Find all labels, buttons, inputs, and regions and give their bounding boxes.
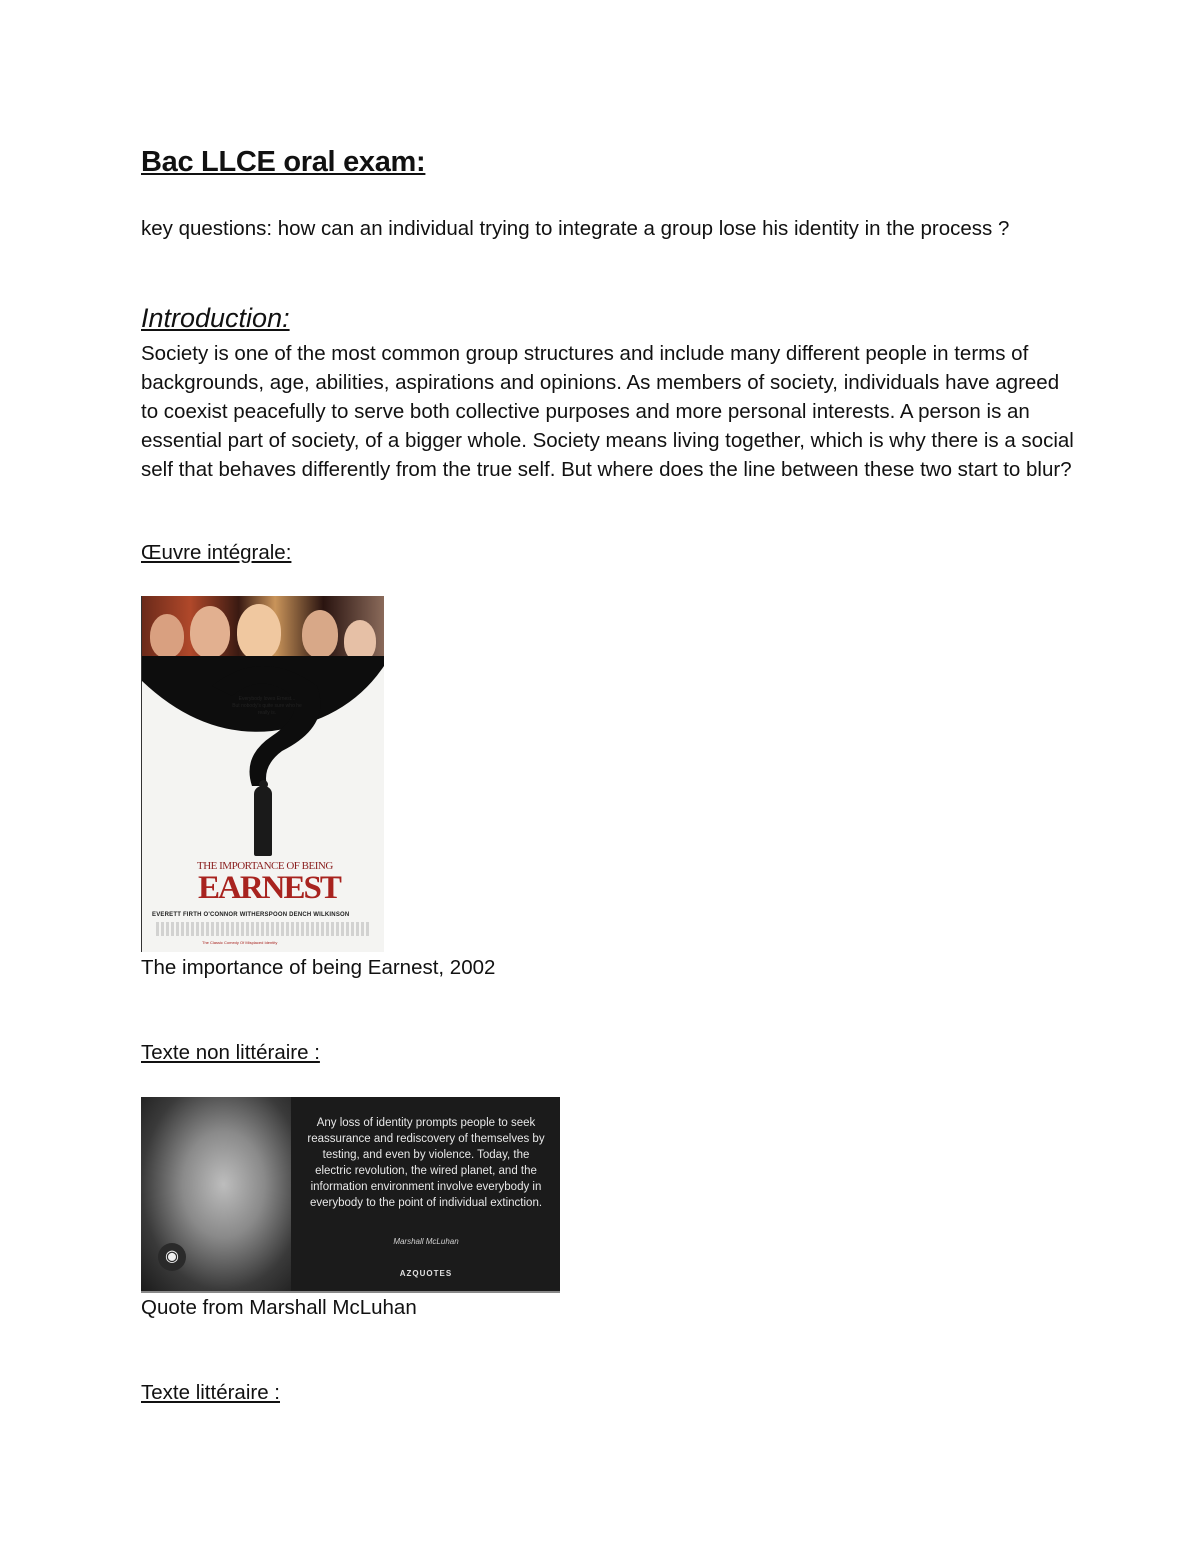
- lens-icon[interactable]: ◉: [158, 1243, 186, 1271]
- quote-brand: AZQUOTES: [399, 1269, 453, 1278]
- poster-figure: [254, 786, 272, 856]
- poster-footer: The Classic Comedy Of Misplaced Identity: [202, 940, 278, 945]
- key-questions: key questions: how can an individual trying to integrate a group lose his identity in the process ?: [141, 217, 1010, 240]
- introduction-heading: Introduction:: [141, 303, 290, 333]
- poster-tagline: Everybody loves Ernest... But nobody's quite sure who he really is.: [232, 696, 302, 716]
- quote-caption: Quote from Marshall McLuhan: [141, 1296, 417, 1319]
- introduction-text: Society is one of the most common group structures and include many different people in terms of backgrounds, age, abilities, aspirations and opinions. As members of society, individuals have agreed to coexist peacefully to serve both collective purposes and more personal interests. A person is an essential part of society, of a bigger whole. Society means living together, which is why there is a social self that behaves differently from the true self. But where does the line between these two start to blur?: [141, 342, 1074, 481]
- question-mark-shape: [142, 656, 384, 786]
- poster-title-small: THE IMPORTANCE OF BEING: [197, 860, 333, 872]
- quote-signature: Marshall McLuhan: [393, 1237, 459, 1246]
- movie-poster-image: [141, 596, 384, 952]
- poster-cast-names: EVERETT FIRTH O'CONNOR WITHERSPOON DENCH WILKINSON: [152, 912, 350, 918]
- quote-text: Any loss of identity prompts people to seek reassurance and rediscovery of themselves by testing, and even by violence. Today, the electric revolution, the wired planet, and the information environment involve everybody in everybody to the point of individual extinction.: [307, 1117, 545, 1209]
- poster-caption: The importance of being Earnest, 2002: [141, 956, 496, 979]
- document-title: Bac LLCE oral exam:: [141, 146, 426, 178]
- literary-text-heading: Texte littéraire :: [141, 1381, 280, 1404]
- poster-credits: [156, 922, 371, 936]
- quote-image: [141, 1097, 560, 1293]
- oeuvre-integrale-heading: Œuvre intégrale:: [141, 541, 292, 564]
- poster-title-big: EARNEST: [198, 870, 340, 906]
- non-literary-text-heading: Texte non littéraire :: [141, 1041, 320, 1064]
